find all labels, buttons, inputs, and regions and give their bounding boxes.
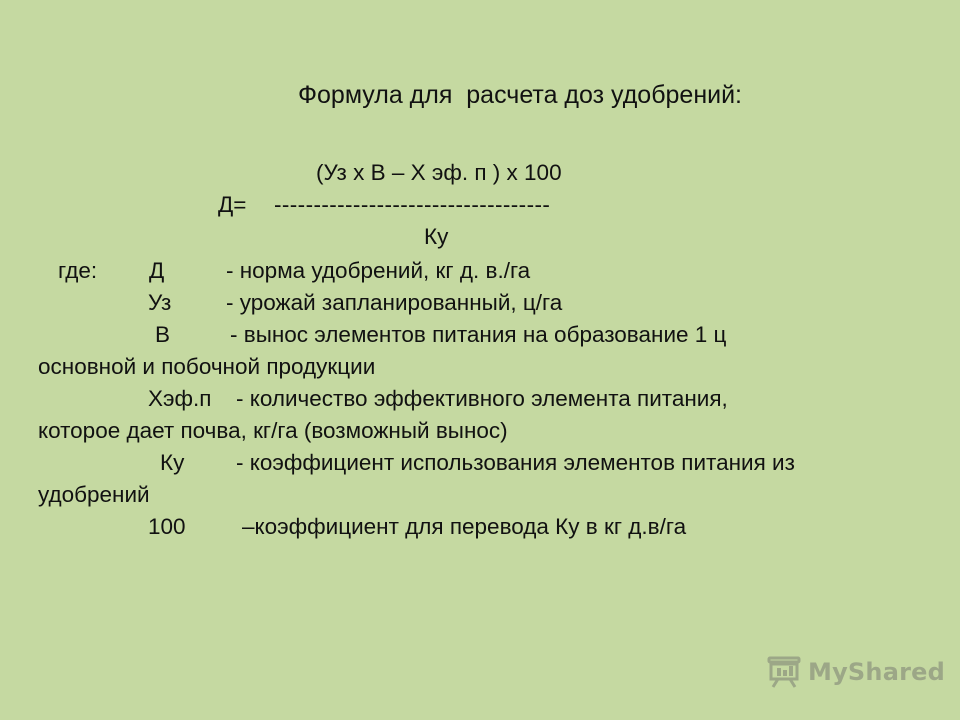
formula-numerator: (Уз х В – Х эф. п ) х 100 bbox=[316, 160, 562, 185]
legend-definition: - коэффициент использования элементов питания из bbox=[236, 450, 795, 475]
legend-definition: - вынос элементов питания на образование 1 ц bbox=[230, 322, 727, 347]
legend-continuation: удобрений bbox=[38, 482, 150, 507]
projector-screen-icon bbox=[766, 655, 802, 689]
legend-continuation: которое дает почва, кг/га (возможный вынос) bbox=[38, 418, 508, 443]
formula-lhs: Д= bbox=[218, 192, 247, 217]
legend-symbol: Д bbox=[149, 258, 165, 283]
slide-title: Формула для расчета доз удобрений: bbox=[298, 81, 743, 109]
legend-continuation: основной и побочной продукции bbox=[38, 354, 376, 379]
legend-definition: - урожай запланированный, ц/га bbox=[226, 290, 563, 315]
legend-symbol: 100 bbox=[148, 514, 186, 539]
legend-symbol: Ку bbox=[160, 450, 185, 475]
legend-definition: - количество эффективного элемента питания, bbox=[236, 386, 728, 411]
legend-definition: –коэффициент для перевода Ку в кг д.в/га bbox=[242, 514, 687, 539]
legend-symbol: Уз bbox=[148, 290, 172, 315]
watermark-brand: MyShared bbox=[808, 658, 945, 686]
legend-symbol: В bbox=[155, 322, 171, 347]
legend-intro: где: bbox=[58, 258, 98, 283]
watermark bbox=[766, 655, 945, 689]
legend-symbol: Хэф.п bbox=[148, 386, 212, 411]
formula-fraction-bar: ----------------------------------- bbox=[274, 192, 551, 217]
legend-definition: - норма удобрений, кг д. в./га bbox=[226, 258, 531, 283]
formula-denominator: Ку bbox=[424, 224, 449, 249]
